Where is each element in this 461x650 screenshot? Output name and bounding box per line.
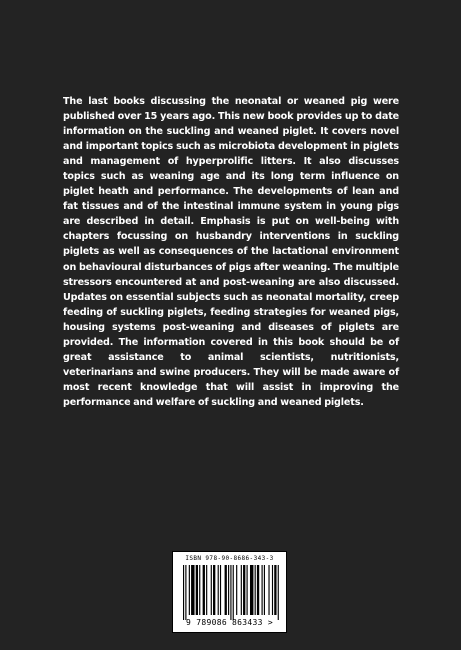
isbn-label: ISBN 978-90-8686-343-3 [185,555,274,562]
barcode-bar [255,565,256,615]
barcode-bar [243,565,245,615]
barcode-bar [233,565,234,620]
barcode-bar [218,565,219,615]
barcode-bar [274,565,276,615]
barcode-bar [206,565,207,615]
barcode-bar [211,565,212,615]
barcode-bar [272,565,273,615]
barcode-bar [230,565,231,620]
barcode-bar [191,565,194,615]
barcode-bar [220,565,221,615]
barcode-bar [203,565,205,615]
barcode-bars [183,565,280,620]
barcode-bar [185,565,186,620]
isbn-barcode [172,551,287,633]
barcode-bar [199,565,200,615]
barcode-bar [183,565,184,620]
barcode-bar [241,565,242,615]
barcode-bar [262,565,263,615]
barcode-bar [189,565,190,615]
barcode-bar [213,565,215,615]
barcode-bar [257,565,259,615]
barcode-bar [250,565,253,615]
barcode-bar [228,565,229,615]
barcode-bar [225,565,227,615]
barcode-bar [247,565,248,615]
barcode-bar [278,565,279,620]
barcode-bar [196,565,198,615]
barcode-bar [236,565,237,615]
ean-digits: 9 789086 863433 > [186,618,273,627]
blurb-text: The last books discussing the neonatal or weaned pig were published over 15 years ago. This new book provides up to date information on the suckling and weaned piglet. It covers novel and important topics such as microbiota development in piglets and management of hyperprolific litters. It also discusses topics such as weaning age and its long term influence on piglet heath and performance. The developments of lean and fat tissues and of the intestinal immune system in young pigs are described in detail. Emphasis is put on well-being with chapters focussing on husbandry interventions in suckling piglets as well as consequences of the lactational environment on behavioural disturbances of pigs after weaning. The multiple stressors encountered at and post-weaning are also discussed. Updates on essential subjects such as neonatal mortality, creep feeding of suckling piglets, feeding strategies for weaned pigs, housing systems post-weaning and diseases of piglets are provided. The information covered in this book should be of great assistance to animal scientists, nutritionists, veterinarians and swine producers. They will be made aware of most recent knowledge that will assist in improving the performance and welfare of suckling and weaned piglets. [63,96,399,408]
barcode-bar [268,565,269,615]
barcode-bar [264,565,265,615]
